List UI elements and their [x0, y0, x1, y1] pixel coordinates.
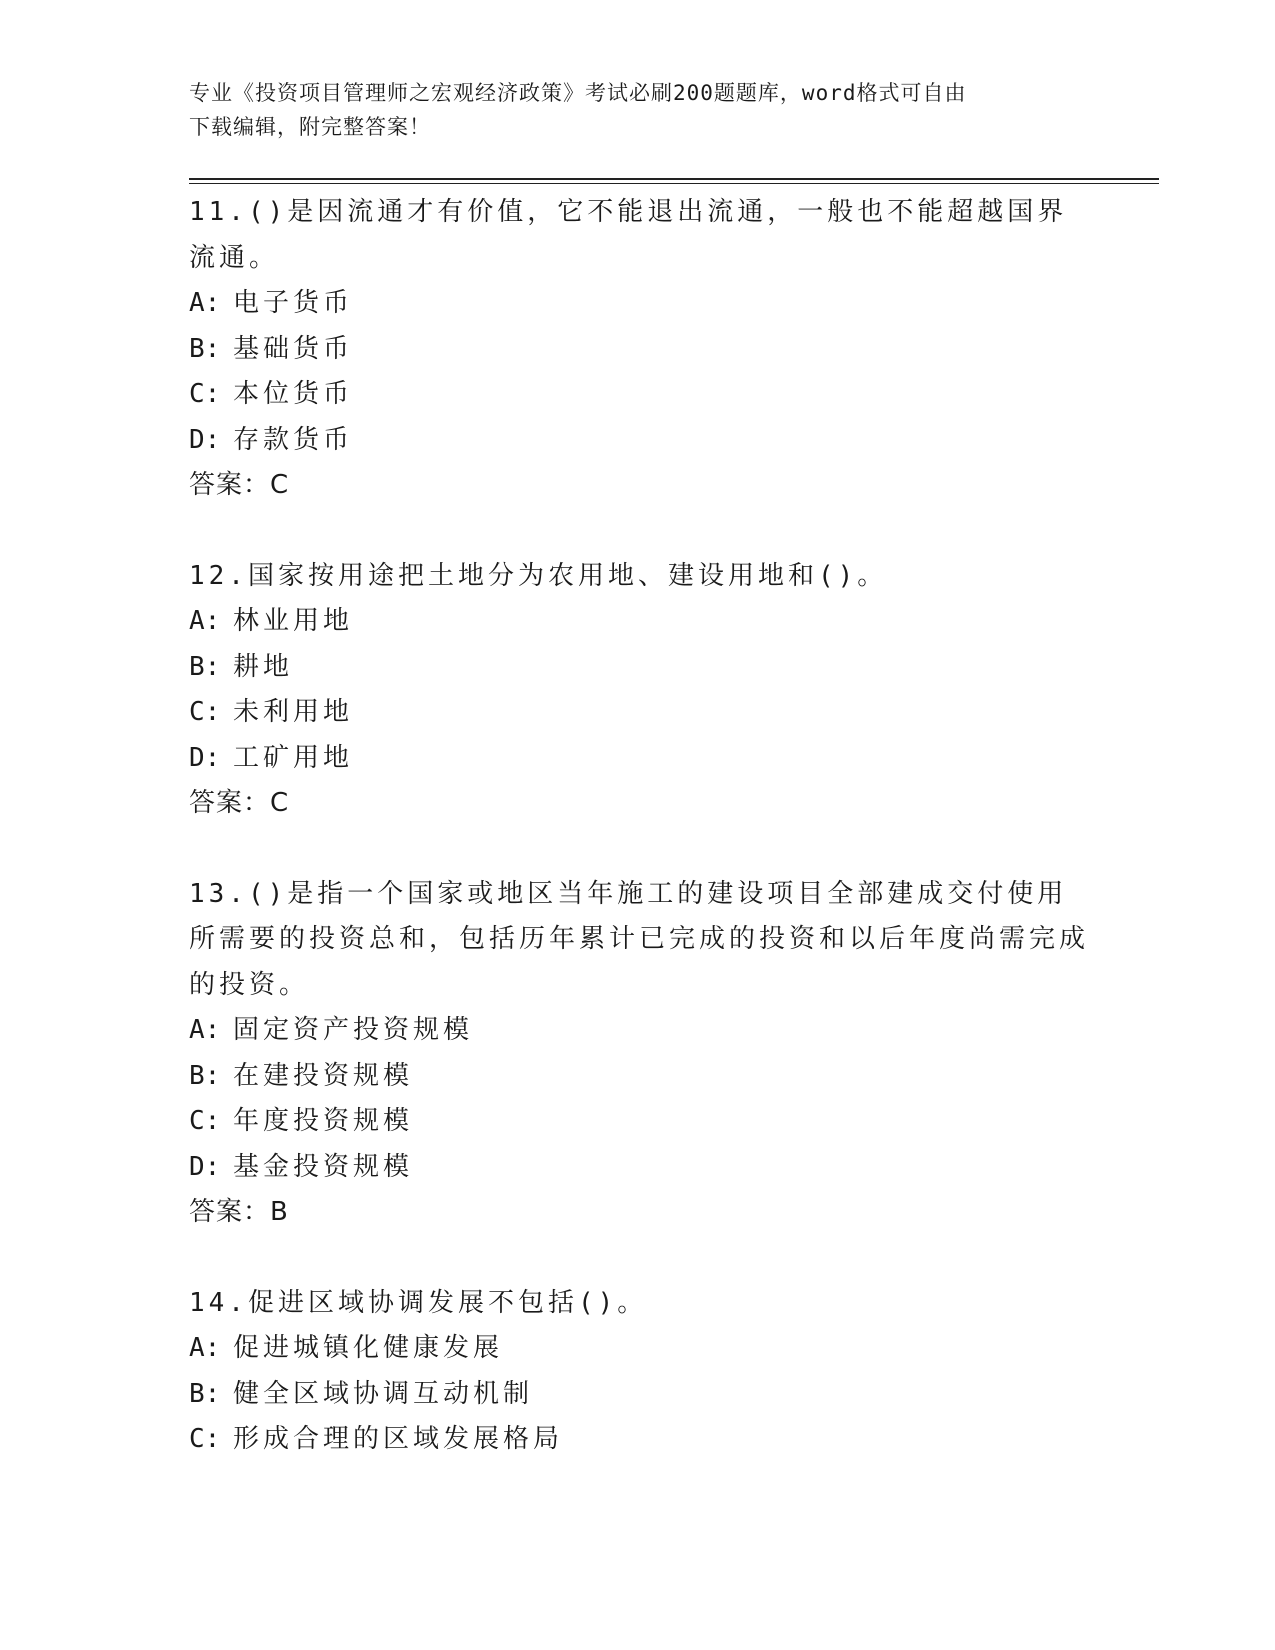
option-key: B:	[189, 1060, 221, 1091]
option-key: A:	[189, 1333, 221, 1363]
option-key: D:	[189, 1151, 221, 1182]
option-text: 在建投资规模	[233, 1060, 414, 1091]
question-list	[189, 190, 1089, 1463]
option-text: 基金投资规模	[233, 1151, 414, 1182]
option-key: B:	[189, 651, 221, 682]
option-d	[189, 1145, 1089, 1191]
header-line-1: 专业《投资项目管理师之宏观经济政策》考试必刷200题题库，word格式可自由	[189, 81, 967, 105]
option-d	[189, 418, 1089, 464]
question-12	[189, 554, 1089, 827]
document-header	[189, 76, 1089, 144]
question-stem: 12.国家按用途把土地分为农用地、建设用地和()。	[189, 560, 888, 591]
question-spacer	[189, 509, 1089, 554]
question-stem: 13.()是指一个国家或地区当年施工的建设项目全部建成交付使用所需要的投资总和，包括历年累计已完成的投资和以后年度尚需完成的投资。	[189, 878, 1090, 1000]
option-text: 林业用地	[233, 606, 354, 636]
question-13	[189, 872, 1089, 1236]
option-a	[189, 281, 1089, 327]
option-text: 工矿用地	[233, 742, 354, 773]
option-key: A:	[189, 288, 221, 318]
option-c	[189, 690, 1089, 736]
option-key: B:	[189, 1378, 221, 1409]
option-key: C:	[189, 1106, 221, 1136]
question-14	[189, 1281, 1089, 1463]
header-divider-thick	[189, 178, 1159, 180]
question-stem: 14.促进区域协调发展不包括()。	[189, 1287, 648, 1318]
option-b	[189, 327, 1089, 373]
question-stem: 11.()是因流通才有价值，它不能退出流通，一般也不能超越国界流通。	[189, 197, 1068, 273]
answer-line: 答案：B	[189, 1197, 289, 1227]
option-key: C:	[189, 379, 221, 409]
option-text: 存款货币	[233, 424, 354, 455]
header-line-2: 下载编辑，附完整答案！	[189, 115, 431, 139]
option-a	[189, 1326, 1089, 1372]
option-text: 形成合理的区域发展格局	[233, 1424, 564, 1454]
question-11	[189, 190, 1089, 509]
option-text: 耕地	[233, 651, 294, 682]
answer-line: 答案：C	[189, 788, 290, 818]
header-divider-thin	[189, 183, 1159, 184]
option-text: 促进城镇化健康发展	[233, 1333, 504, 1363]
option-key: C:	[189, 1424, 221, 1454]
question-spacer	[189, 1236, 1089, 1281]
option-b	[189, 1054, 1089, 1100]
option-text: 年度投资规模	[233, 1106, 414, 1136]
option-b	[189, 645, 1089, 691]
option-a	[189, 1008, 1089, 1054]
option-text: 本位货币	[233, 379, 354, 409]
option-key: A:	[189, 606, 221, 636]
option-key: C:	[189, 697, 221, 727]
option-text: 固定资产投资规模	[233, 1015, 474, 1045]
option-key: A:	[189, 1015, 221, 1045]
option-text: 电子货币	[233, 288, 354, 318]
option-c	[189, 1417, 1089, 1463]
option-d	[189, 736, 1089, 782]
option-key: B:	[189, 333, 221, 364]
question-spacer	[189, 827, 1089, 872]
option-key: D:	[189, 742, 221, 773]
option-b	[189, 1372, 1089, 1418]
option-text: 基础货币	[233, 333, 354, 364]
option-c	[189, 1099, 1089, 1145]
option-text: 未利用地	[233, 697, 354, 727]
option-key: D:	[189, 424, 221, 455]
answer-line: 答案：C	[189, 470, 290, 500]
option-text: 健全区域协调互动机制	[233, 1378, 534, 1409]
option-a	[189, 599, 1089, 645]
option-c	[189, 372, 1089, 418]
